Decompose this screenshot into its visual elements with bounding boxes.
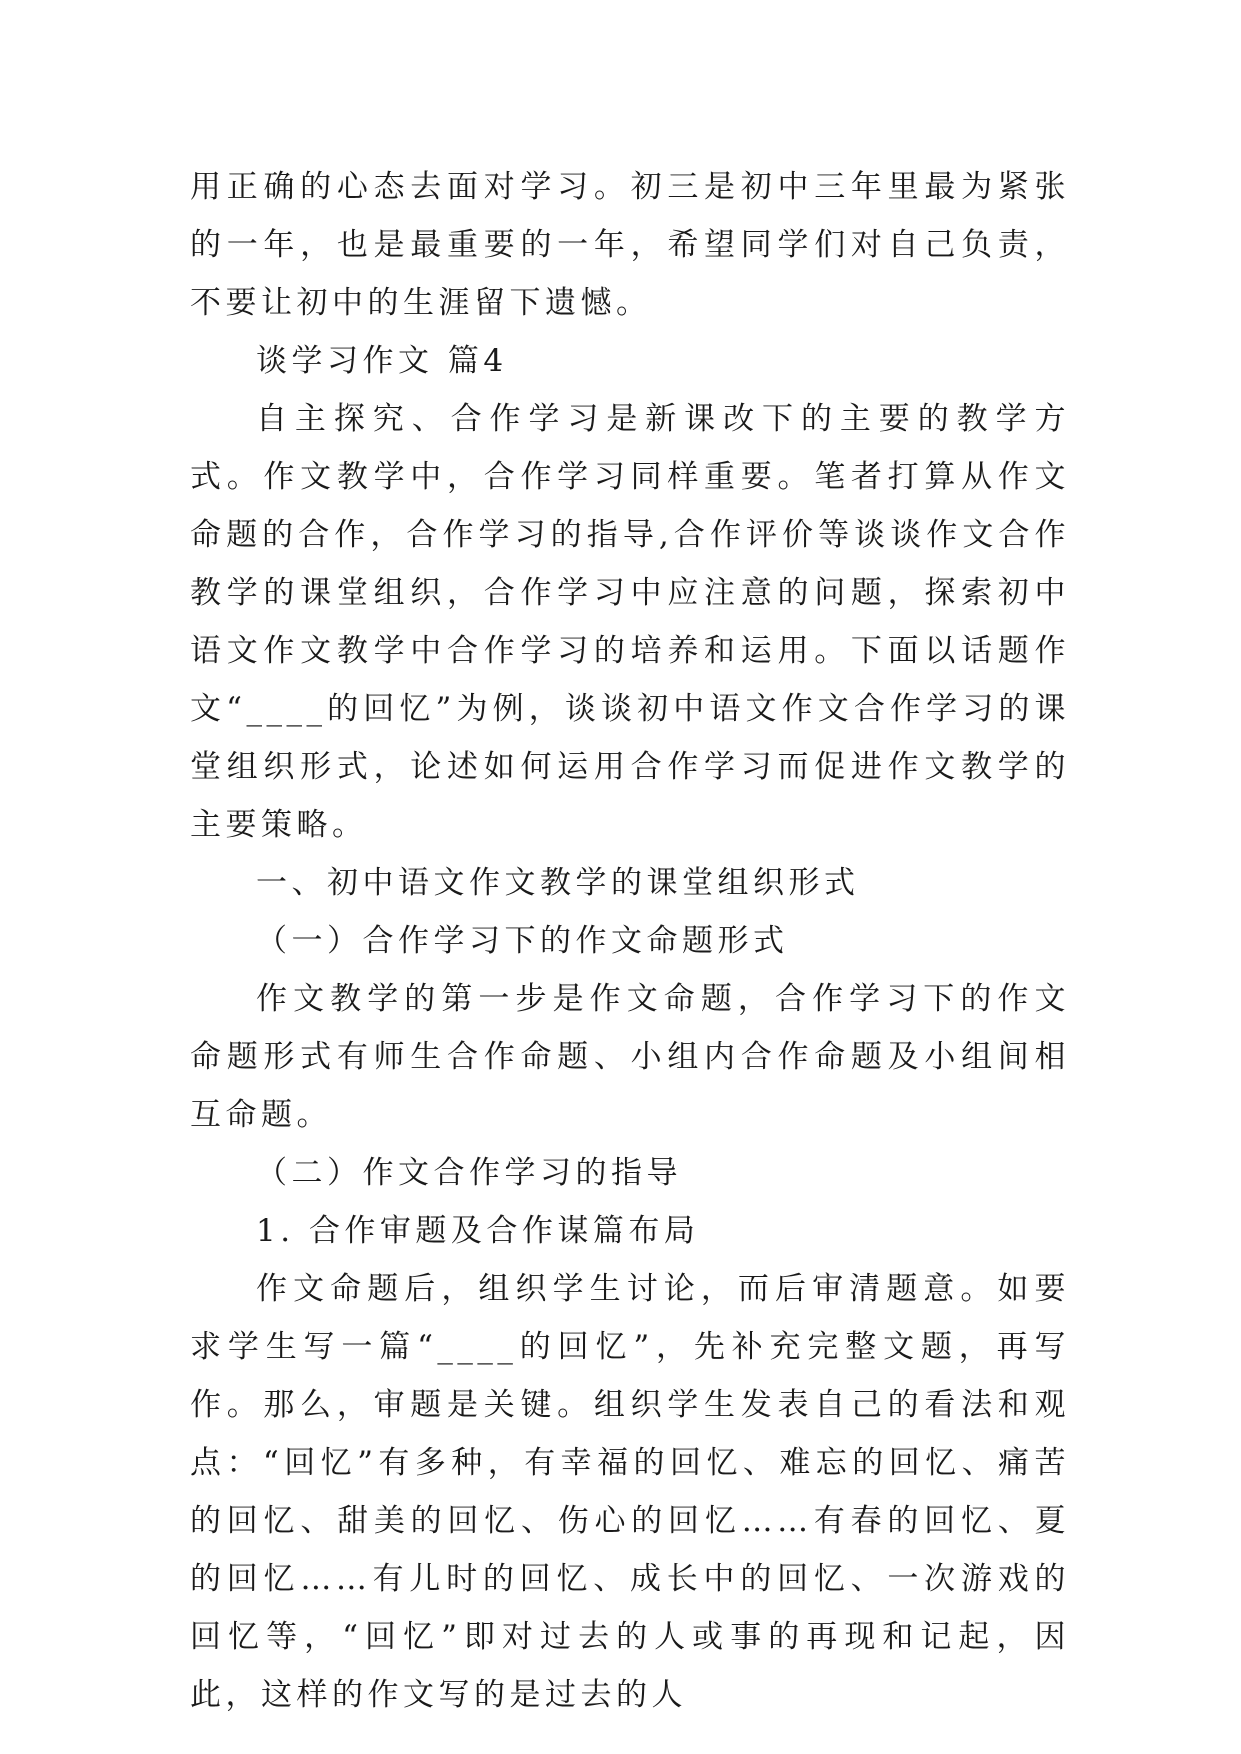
paragraph-intro: 自主探究、合作学习是新课改下的主要的教学方式。作文教学中，合作学习同样重要。笔者打算从作文命题的合作，合作学习的指导,合作评价等谈谈作文合作教学的课堂组织，合作学习中应注意的问题，探索初中语文作文教学中合作学习的培养和运用。下面以话题作文“____的回忆”为例，谈谈初中语文作文合作学习的课堂组织形式，论述如何运用合作学习而促进作文教学的主要策略。 — [190, 401, 1070, 843]
paragraph-topic-review: 作文命题后，组织学生讨论，而后审清题意。如要求学生写一篇“____的回忆”，先补充完整文题，再写作。那么，审题是关键。组织学生发表自己的看法和观点：“回忆”有多种，有幸福的回忆、难忘的回忆、痛苦的回忆、甜美的回忆、伤心的回忆……有春的回忆、夏的回忆……有儿时的回忆、成长中的回忆、一次游戏的回忆等，“回忆”即对过去的人或事的再现和记起，因此，这样的作文写的是过去的人 — [190, 1271, 1070, 1713]
paragraph-topic-forms: 作文教学的第一步是作文命题，合作学习下的作文命题形式有师生合作命题、小组内合作命题及小组间相互命题。 — [190, 981, 1070, 1133]
heading-level-2-first: （一）合作学习下的作文命题形式 — [256, 923, 789, 959]
heading-level-2-second: （二）作文合作学习的指导 — [256, 1155, 682, 1191]
heading-level-3: 1. 合作审题及合作谋篇布局 — [256, 1213, 700, 1249]
document-body — [190, 158, 1070, 1724]
section-title: 谈学习作文 篇4 — [256, 343, 508, 379]
paragraph-continuation: 用正确的心态去面对学习。初三是初中三年里最为紧张的一年，也是最重要的一年，希望同学们对自己负责，不要让初中的生涯留下遗憾。 — [190, 169, 1070, 321]
heading-level-1: 一、初中语文作文教学的课堂组织形式 — [256, 865, 860, 901]
